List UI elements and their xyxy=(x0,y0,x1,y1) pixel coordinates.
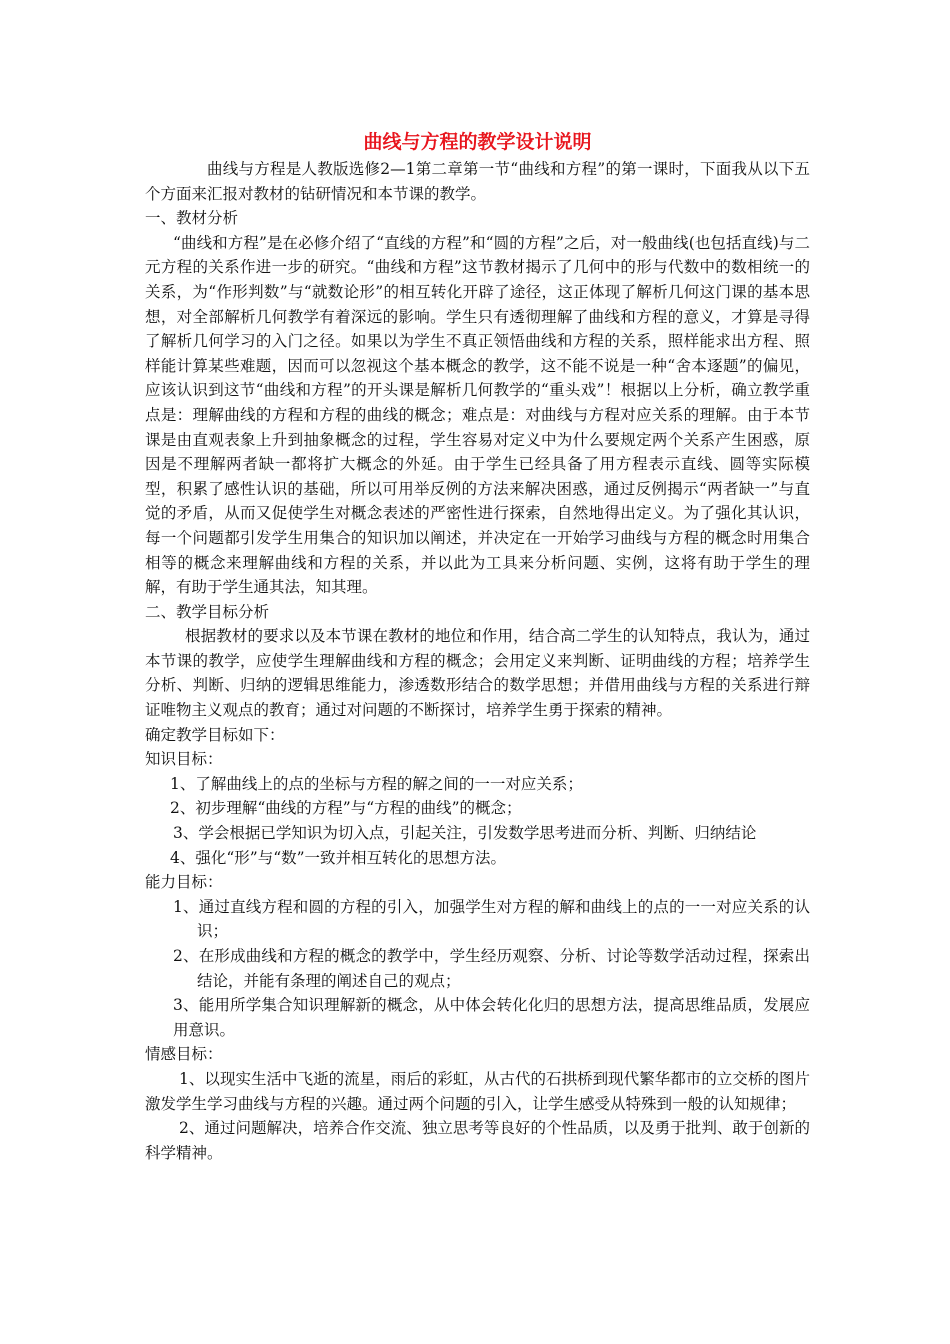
ability-goal-item: 2、在形成曲线和方程的概念的教学中，学生经历观察、分析、讨论等数学活动过程，探索出结论，并能有条理的阐述自己的观点； xyxy=(173,947,810,990)
knowledge-goal-item: 4、强化“形”与“数”一致并相互转化的思想方法。 xyxy=(170,848,507,867)
knowledge-goals-heading: 知识目标： xyxy=(145,750,223,769)
ability-goal-item: 3、能用所学集合知识理解新的概念，从中体会转化化归的思想方法，提高思维品质，发展应用意识。 xyxy=(173,996,810,1039)
ability-goals-heading: 能力目标： xyxy=(145,873,223,892)
knowledge-goal-item: 2、初步理解“曲线的方程”与“方程的曲线”的概念； xyxy=(170,799,522,818)
teaching-goals-paragraph: 根据教材的要求以及本节课在教材的地位和作用，结合高二学生的认知特点，我认为，通过本节课的教学，应使学生理解曲线和方程的概念；会用定义来判断、证明曲线的方程；培养学生分析、判断、归纳的逻辑思维能力，渗透数形结合的数学思想；并借用曲线与方程的关系进行辩证唯物主义观点的教育；通过对问题的不断探讨，培养学生勇于探索的精神。 xyxy=(145,627,810,720)
section-heading-teaching-goals: 二、教学目标分析 xyxy=(145,602,270,621)
knowledge-goal-item: 3、学会根据已学知识为切入点，引起关注，引发数学思考进而分析、判断、归纳结论 xyxy=(173,824,757,843)
intro-paragraph: 曲线与方程是人教版选修2—1第二章第一节“曲线和方程”的第一课时，下面我从以下五个方面来汇报对教材的钻研情况和本节课的教学。 xyxy=(145,160,810,203)
document-page xyxy=(145,127,810,1165)
section-heading-material-analysis: 一、教材分析 xyxy=(145,209,239,228)
document-title: 曲线与方程的教学设计说明 xyxy=(363,131,592,153)
emotion-goal-item: 1、以现实生活中飞逝的流星，雨后的彩虹，从古代的石拱桥到现代繁华都市的立交桥的图片激发学生学习曲线与方程的兴趣。通过两个问题的引入，让学生感受从特殊到一般的认知规律； xyxy=(145,1069,810,1113)
emotion-goals-heading: 情感目标： xyxy=(145,1045,223,1064)
knowledge-goal-item: 1、了解曲线上的点的坐标与方程的解之间的一一对应关系； xyxy=(170,774,583,793)
ability-goal-item: 1、通过直线方程和圆的方程的引入，加强学生对方程的解和曲线上的点的一一对应关系的认识； xyxy=(173,897,810,941)
goals-intro-line: 确定教学目标如下： xyxy=(145,725,285,744)
emotion-goal-item: 2、通过问题解决，培养合作交流、独立思考等良好的个性品质，以及勇于批判、敢于创新的科学精神。 xyxy=(145,1119,810,1162)
material-analysis-paragraph: “曲线和方程”是在必修介绍了“直线的方程”和“圆的方程”之后，对一般曲线(也包括直线)与二元方程的关系作进一步的研究。“曲线和方程”这节教材揭示了几何中的形与代数中的数相统一的关系，为“作形判数”与“就数论形”的相互转化开辟了途径，这正体现了解析几何这门课的基本思想，对全部解析几何教学有着深远的影响。学生只有透彻理解了曲线和方程的意义，才算是寻得了解析几何学习的入门之径。如果以为学生不真正领悟曲线和方程的关系，照样能求出方程、照样能计算某些难题，因而可以忽视这个基本概念的教学，这不能不说是一种“舍本逐题”的偏见，应该认识到这节“曲线和方程”的开头课是解析几何教学的“重头戏”！根据以上分析，确立教学重点是：理解曲线的方程和方程的曲线的概念；难点是：对曲线与方程对应关系的理解。由于本节课是由直观表象上升到抽象概念的过程，学生容易对定义中为什么要规定两个关系产生困惑，原因是不理解两者缺一都将扩大概念的外延。由于学生已经具备了用方程表示直线、圆等实际模型，积累了感性认识的基础，所以可用举反例的方法来解决困惑，通过反例揭示“两者缺一”与直觉的矛盾，从而又促使学生对概念表述的严密性进行探索，自然地得出定义。为了强化其认识，每一个问题都引发学生用集合的知识加以阐述，并决定在一开始学习曲线与方程的概念时用集合相等的概念来理解曲线和方程的关系，并以此为工具来分析问题、实例，这将有助于学生的理解，有助于学生通其法，知其理。 xyxy=(145,233,810,597)
